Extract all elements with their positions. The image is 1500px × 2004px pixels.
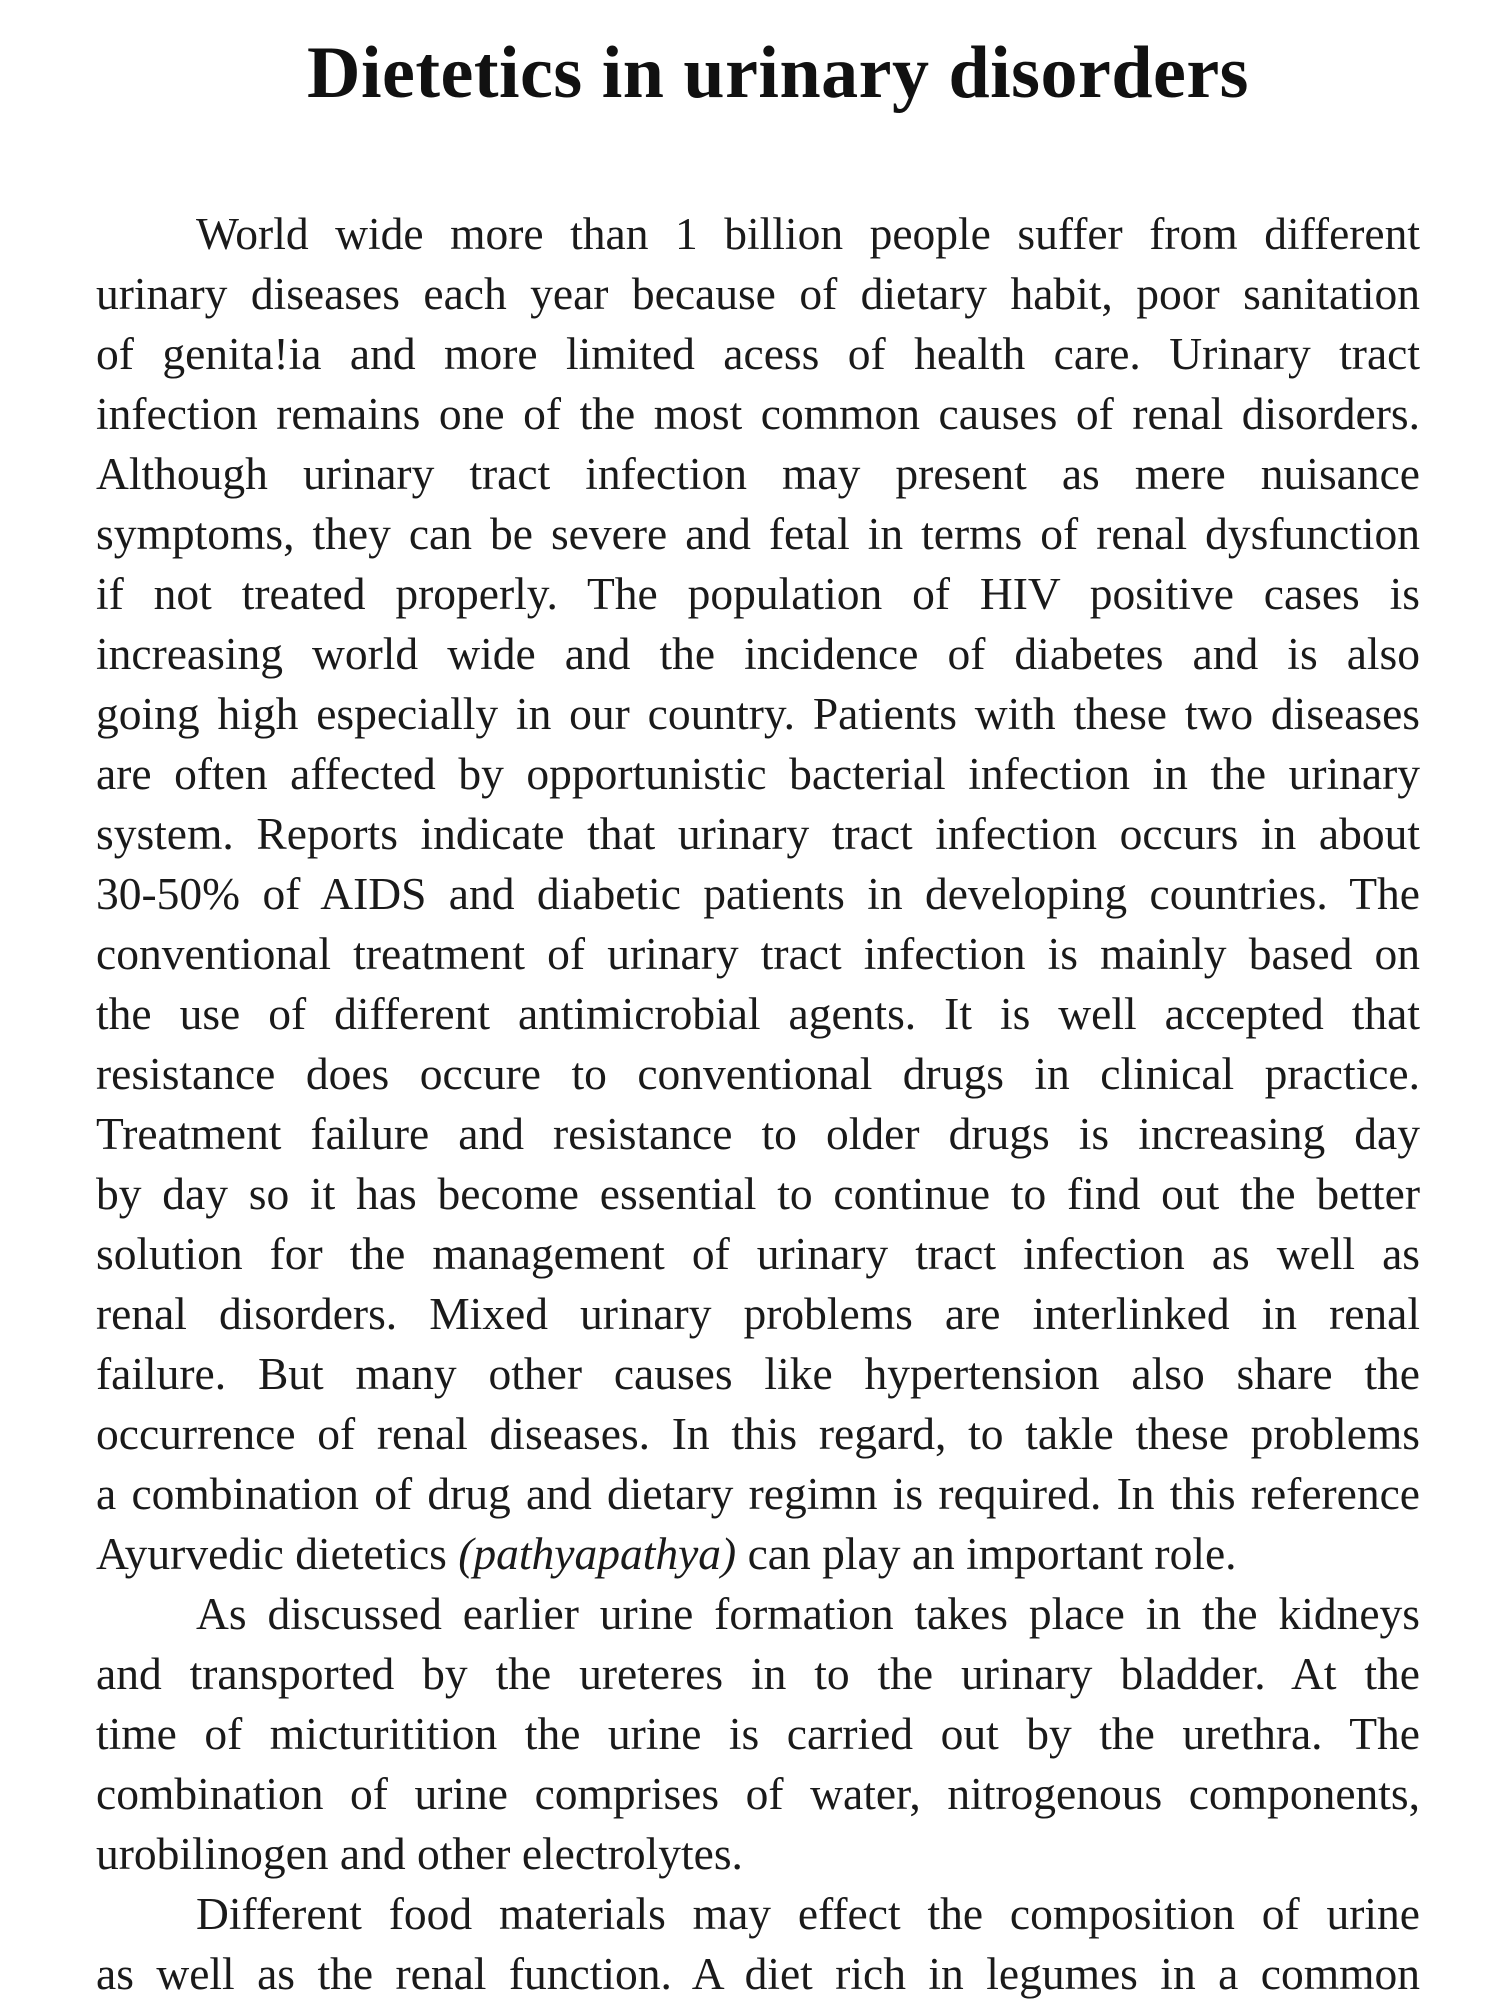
text-line: Although urinary tract infection may present as mere nuisance — [96, 448, 1420, 499]
text-line: combination of urine comprises of water, nitrogenous components, — [96, 1768, 1420, 1819]
text-line: conventional treatment of urinary tract infection is mainly based on — [96, 928, 1420, 979]
page-title: Dietetics in urinary disorders — [307, 32, 1249, 114]
text-line: Treatment failure and resistance to older drugs is increasing day — [96, 1108, 1420, 1159]
paragraph-1 — [96, 204, 1420, 1584]
italic-term: (pathyapathya) — [458, 1528, 737, 1579]
text-line: of genita!ia and more limited acess of health care. Urinary tract — [96, 328, 1420, 379]
paragraph-2 — [96, 1584, 1420, 1884]
text-line: and transported by the ureteres in to the urinary bladder. At the — [96, 1648, 1420, 1699]
text-line: are often affected by opportunistic bacterial infection in the urinary — [96, 748, 1420, 799]
text-line: solution for the management of urinary tract infection as well as — [96, 1228, 1420, 1279]
text-line: occurrence of renal diseases. In this regard, to takle these problems — [96, 1408, 1420, 1459]
text-line: a combination of drug and dietary regimn is required. In this reference — [96, 1468, 1420, 1519]
text-line: the use of different antimicrobial agents. It is well accepted that — [96, 988, 1420, 1039]
text-line: resistance does occure to conventional drugs in clinical practice. — [96, 1048, 1420, 1099]
text-line: Different food materials may effect the composition of urine — [196, 1888, 1420, 1939]
text-line: by day so it has become essential to continue to find out the better — [96, 1168, 1420, 1219]
text-line: increasing world wide and the incidence of diabetes and is also — [96, 628, 1420, 679]
text-line: if not treated properly. The population of HIV positive cases is — [96, 568, 1420, 619]
text-line: urobilinogen and other electrolytes. — [96, 1828, 743, 1879]
text-line: infection remains one of the most common causes of renal disorders. — [96, 388, 1420, 439]
text-line: system. Reports indicate that urinary tract infection occurs in about — [96, 808, 1420, 859]
text-line: As discussed earlier urine formation takes place in the kidneys — [196, 1588, 1420, 1639]
text-line-last — [96, 1524, 1420, 1584]
document-page — [96, 0, 1420, 2000]
paragraph-3 — [96, 1884, 1420, 2004]
text-line: time of micturitition the urine is carried out by the urethra. The — [96, 1708, 1420, 1759]
text-line: urinary diseases each year because of dietary habit, poor sanitation — [96, 268, 1420, 319]
text-line: renal disorders. Mixed urinary problems are interlinked in renal — [96, 1288, 1420, 1339]
body-text — [96, 204, 1420, 2004]
text-line: failure. But many other causes like hypertension also share the — [96, 1348, 1420, 1399]
text-line: 30-50% of AIDS and diabetic patients in developing countries. The — [96, 868, 1420, 919]
text-segment: can play an important role. — [736, 1528, 1237, 1579]
text-segment: Ayurvedic dietetics — [96, 1528, 459, 1579]
text-line: symptoms, they can be severe and fetal in terms of renal dysfunction — [96, 508, 1420, 559]
text-line: World wide more than 1 billion people suffer from different — [196, 208, 1420, 259]
text-line: going high especially in our country. Patients with these two diseases — [96, 688, 1420, 739]
text-line: as well as the renal function. A diet rich in legumes in a common — [96, 1948, 1420, 1999]
